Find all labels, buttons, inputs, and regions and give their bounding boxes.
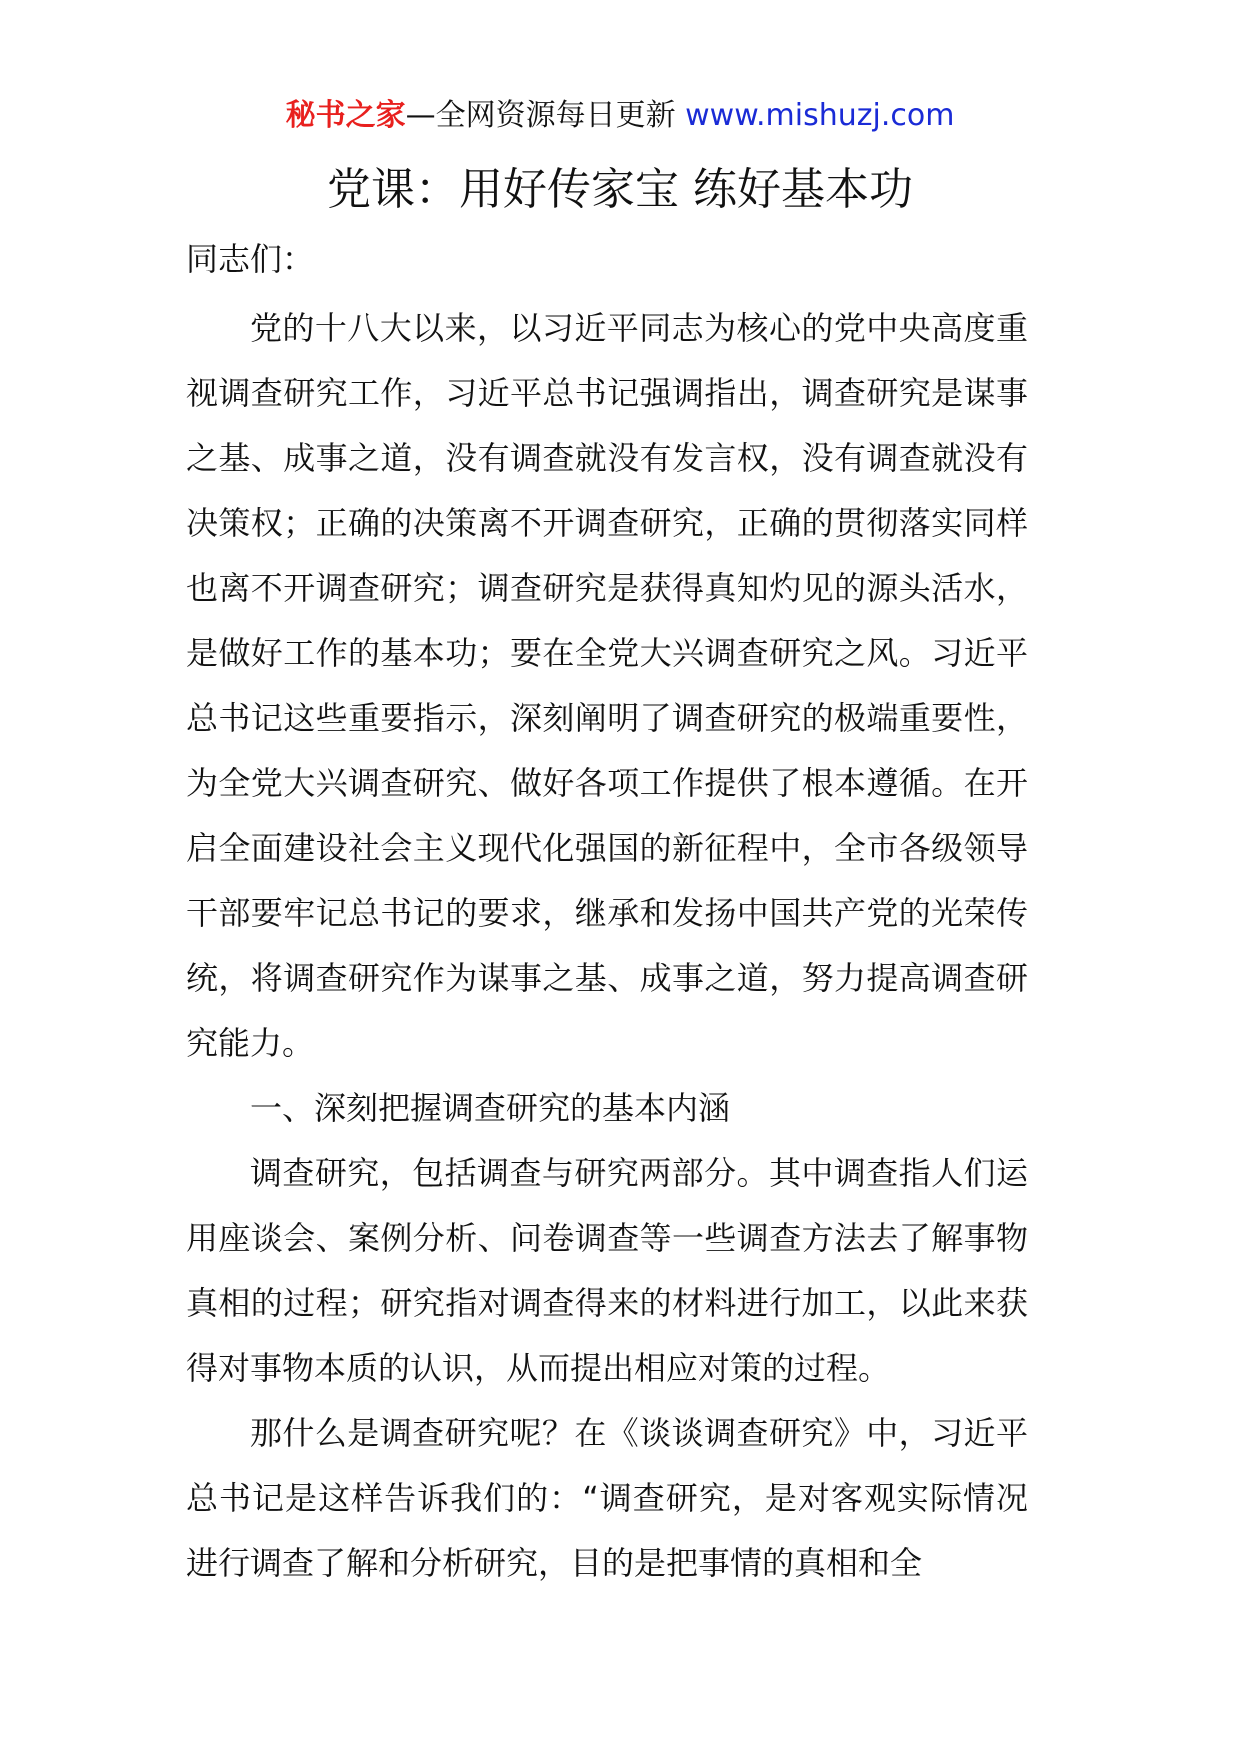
paragraph-quote: 那什么是调查研究呢？在《谈谈调查研究》中，习近平总书记是这样告诉我们的：“调查研究，是对客观实际情况进行调查了解和分析研究，目的是把事情的真相和全 [186,1414,1028,1582]
header-slogan: —全网资源每日更新 [405,98,676,133]
brand-name: 秘书之家 [285,98,406,133]
site-header [0,96,1240,136]
paragraph-intro: 党的十八大以来，以习近平同志为核心的党中央高度重视调查研究工作，习近平总书记强调指出，调查研究是谋事之基、成事之道，没有调查就没有发言权，没有调查就没有决策权；正确的决策离不开调查研究，正确的贯彻落实同样也离不开调查研究；调查研究是获得真知灼见的源头活水，是做好工作的基本功；要在全党大兴调查研究之风。习近平总书记这些重要指示，深刻阐明了调查研究的极端重要性，为全党大兴调查研究、做好各项工作提供了根本遵循。在开启全面建设社会主义现代化强国的新征程中，全市各级领导干部要牢记总书记的要求，继承和发扬中国共产党的光荣传统，将调查研究作为谋事之基、成事之道，努力提高调查研究能力。 [186,309,1028,1062]
greeting: 同志们： [186,240,315,278]
section-heading-1: 一、深刻把握调查研究的基本内涵 [250,1089,731,1127]
document-body [186,232,1028,1596]
document-title: 党课：用好传家宝 练好基本功 [327,164,913,215]
site-url-link[interactable]: www.mishuzj.com [685,98,955,133]
paragraph-definition: 调查研究，包括调查与研究两部分。其中调查指人们运用座谈会、案例分析、问卷调查等一些调查方法去了解事物真相的过程；研究指对调查得来的材料进行加工，以此来获得对事物本质的认识，从而提出相应对策的过程。 [186,1154,1028,1387]
